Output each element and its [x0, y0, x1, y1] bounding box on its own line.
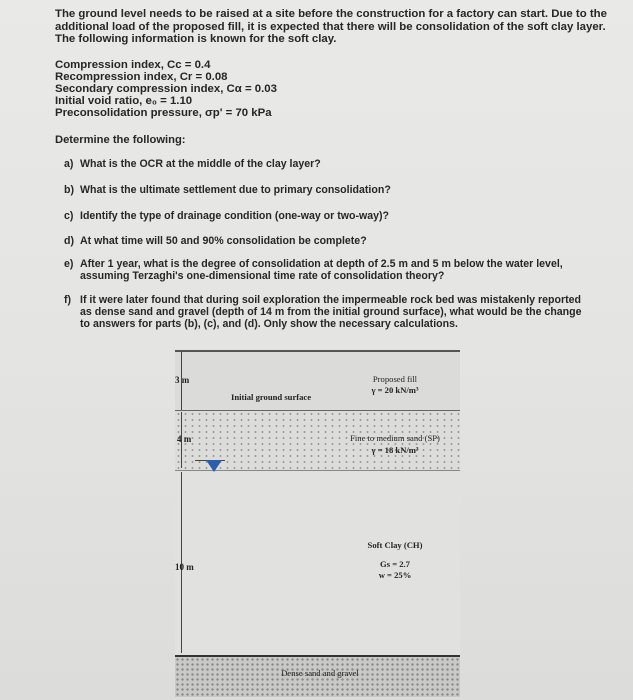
question-label: e) [64, 258, 74, 270]
question-label: a) [64, 158, 74, 170]
question-text: After 1 year, what is the degree of consolidation at depth of 2.5 m and 5 m below the water level, assuming Terzaghi's one-dimensional time rate of consolidation theory? [80, 258, 563, 282]
property-preconsolidation-pressure: Preconsolidation pressure, σp' = 70 kPa [55, 107, 272, 119]
question-label: f) [64, 294, 72, 306]
question-f [64, 294, 604, 334]
property-compression-index: Compression index, Cc = 0.4 [55, 59, 211, 71]
question-e [64, 258, 604, 284]
question-label: c) [64, 210, 74, 222]
property-initial-void-ratio: Initial void ratio, e₀ = 1.10 [55, 95, 193, 107]
problem-intro [55, 8, 615, 46]
question-text: At what time will 50 and 90% consolidation be complete? [80, 235, 367, 247]
question-text: What is the OCR at the middle of the clay layer? [80, 158, 321, 170]
clay-specific-gravity: Gs = 2.7 [380, 559, 410, 569]
question-text: What is the ultimate settlement due to primary consolidation? [80, 184, 391, 196]
sand-thickness-label: 4 m [177, 434, 192, 444]
question-text: Identify the type of drainage condition (one-way or two-way)? [80, 210, 389, 222]
question-label: d) [64, 235, 74, 247]
clay-name-label: Soft Clay (CH) [367, 540, 423, 550]
property-recompression-index: Recompression index, Cr = 0.08 [55, 71, 228, 83]
sand-name-label: Fine to medium sand (SP) [350, 433, 440, 443]
sand-unit-weight: γ = 18 kN/m³ [371, 445, 419, 455]
fill-unit-weight: γ = 20 kN/m³ [371, 385, 419, 395]
question-text: If it were later found that during soil exploration the impermeable rock bed was mistakenly reported as dense sand and gravel (depth of 14 m from the initial ground surface), what would be the change to answers for parts (b), (c), and (d). Only show the necessary calculations. [80, 294, 582, 330]
question-a [64, 158, 604, 172]
property-secondary-compression-index: Secondary compression index, Cα = 0.03 [55, 83, 277, 95]
initial-ground-label: Initial ground surface [231, 392, 312, 402]
fill-thickness-label: 3 m [175, 375, 190, 385]
intro-text: The ground level needs to be raised at a site before the construction for a factory can start. Due to the additional load of the proposed fill, it is expected that there will be consolidation of the soft clay layer. The following information is known for the soft clay. [55, 8, 607, 46]
water-table-icon [206, 460, 222, 472]
question-c [64, 210, 604, 224]
clay-water-content: w = 25% [378, 570, 412, 580]
determine-heading: Determine the following: [55, 134, 186, 146]
question-d [64, 235, 604, 249]
soil-profile-diagram [175, 350, 460, 695]
bottom-layer-label: Dense sand and gravel [281, 668, 359, 678]
question-label: b) [64, 184, 74, 196]
fill-name-label: Proposed fill [372, 374, 418, 384]
clay-thickness-label: 10 m [175, 562, 194, 572]
question-b [64, 184, 604, 198]
